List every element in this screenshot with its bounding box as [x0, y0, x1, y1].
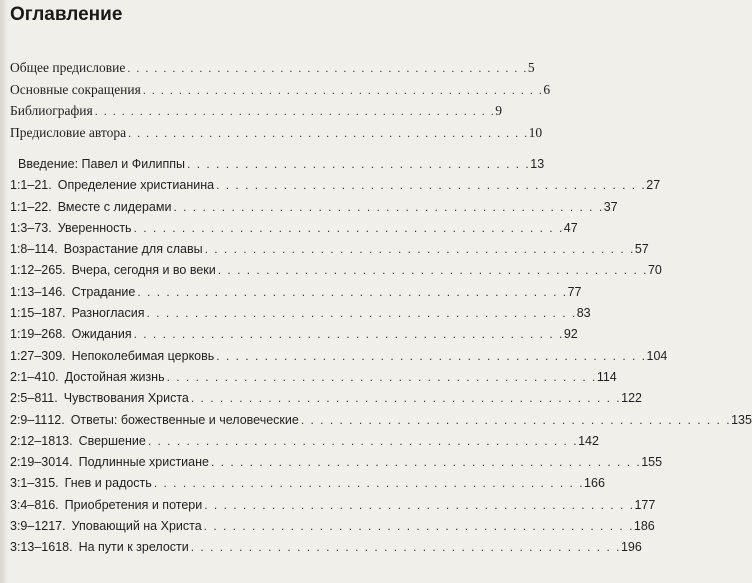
chapter-page: 92 [563, 327, 578, 342]
entry-label: Основные сокращения [10, 81, 141, 97]
introduction-entry [10, 157, 545, 178]
chapter-number: 12. [47, 412, 65, 427]
leader-dots: . . . . . . . . . . . . . . . . . . . . . . . . . . . . . . . . . . . . . . . . . . . . . [137, 284, 568, 299]
scripture-ref: 2:5–8 [10, 391, 42, 406]
chapter-title: Гнев и радость [64, 476, 152, 491]
chapter-number: 2. [41, 199, 52, 214]
chapter-number: 3. [41, 220, 52, 235]
chapter-page: 83 [576, 306, 591, 321]
chapter-page: 142 [578, 433, 599, 448]
chapter-entry [10, 220, 578, 242]
chapter-page: 77 [567, 284, 582, 299]
chapter-page: 104 [646, 348, 668, 363]
chapter-entry [10, 412, 752, 434]
scripture-ref: 1:19–26 [10, 327, 56, 342]
chapter-page: 177 [634, 497, 656, 512]
page-edge-shadow [0, 0, 8, 583]
scripture-ref: 3:1–3 [10, 476, 42, 491]
leader-dots: . . . . . . . . . . . . . . . . . . . . . . . . . . . . . . . . . . . . . . . . . . . . . [133, 327, 564, 342]
chapter-entry [10, 263, 662, 284]
leader-dots: . . . . . . . . . . . . . . . . . . . . . . . . . . . . . . . . . . . . [187, 157, 531, 171]
chapter-page: 70 [647, 263, 662, 278]
page-title: Оглавление [10, 4, 123, 25]
introduction-page: 13 [530, 157, 545, 171]
chapter-title: Приобретения и потери [64, 497, 203, 512]
front-matter-entry [10, 103, 502, 125]
leader-dots: . . . . . . . . . . . . . . . . . . . . . . . . . . . . . . . . . . . . . . . . . . . . . [153, 476, 585, 491]
scripture-ref: 1:1–2 [10, 199, 42, 214]
leader-dots: . . . . . . . . . . . . . . . . . . . . . . . . . . . . . . . . . . . . . . . . . . . . . [173, 199, 604, 214]
chapter-number: 11. [41, 391, 58, 406]
chapter-title: Страдание [71, 284, 136, 299]
scripture-ref: 2:9–11 [10, 412, 48, 427]
chapter-title: Ожидания [71, 327, 132, 342]
leader-dots: . . . . . . . . . . . . . . . . . . . . . . . . . . . . . . . . . . . . . . . . . . . . . [216, 178, 647, 193]
chapter-title: Определение христианина [57, 178, 215, 193]
chapter-entry [10, 327, 578, 348]
chapter-entry [10, 476, 605, 497]
chapter-entry [10, 284, 582, 306]
chapter-title: Достойная жизнь [64, 369, 165, 384]
scripture-ref: 3:4–8 [10, 497, 42, 512]
chapter-title: Уверенность [57, 220, 132, 235]
scripture-ref: 1:1–2 [10, 178, 42, 193]
chapter-number: 15. [41, 476, 59, 491]
chapter-number: 10. [41, 369, 59, 384]
leader-dots: . . . . . . . . . . . . . . . . . . . . . . . . . . . . . . . . . . . . . . . . . . . . . [190, 391, 622, 406]
leader-dots: . . . . . . . . . . . . . . . . . . . . . . . . . . . . . . . . . . . . . . . . . . . . . [300, 412, 732, 427]
chapter-entry [10, 497, 656, 519]
leader-dots: . . . . . . . . . . . . . . . . . . . . . . . . . . . . . . . . . . . . . . . . . . . . . [217, 263, 648, 278]
chapter-title: Непоколебимая церковь [71, 348, 215, 363]
chapter-number: 4. [47, 242, 58, 257]
entry-page: 9 [495, 103, 502, 118]
chapter-number: 7. [55, 306, 66, 321]
leader-dots: . . . . . . . . . . . . . . . . . . . . . . . . . . . . . . . . . . . . . . . . . . . . . [133, 220, 564, 235]
chapter-entry [10, 455, 663, 476]
scripture-ref: 2:19–30 [10, 455, 56, 470]
chapter-number: 1. [41, 178, 52, 193]
leader-dots: . . . . . . . . . . . . . . . . . . . . . . . . . . . . . . . . . . . . . . . . . . . . . [204, 242, 635, 257]
front-matter-entry [10, 124, 543, 147]
chapter-page: 186 [633, 519, 655, 534]
scripture-ref: 3:13–16 [10, 540, 56, 555]
front-matter-entry [10, 60, 535, 82]
scripture-ref: 1:8–11 [10, 242, 48, 257]
chapter-entry [10, 348, 668, 370]
chapter-entry [10, 306, 591, 327]
chapter-entry [10, 178, 661, 199]
chapter-page: 135 [731, 412, 752, 427]
chapter-title: Вчера, сегодня и во веки [71, 263, 216, 278]
scripture-ref: 1:13–14 [10, 284, 56, 299]
chapter-entry [10, 519, 655, 540]
leader-dots: . . . . . . . . . . . . . . . . . . . . . . . . . . . . . . . . . . . . . . . . . . . . . [216, 348, 647, 363]
chapter-title: Уповающий на Христа [71, 519, 202, 534]
entry-label: Библиография [10, 103, 93, 118]
chapter-entry [10, 242, 649, 263]
introduction-label: Введение: Павел и Филиппы [18, 157, 186, 171]
chapter-entry [10, 433, 599, 455]
entry-page: 10 [528, 124, 543, 140]
chapter-entry [10, 540, 642, 561]
leader-dots: . . . . . . . . . . . . . . . . . . . . . . . . . . . . . . . . . . . . . . . . . . . . . [94, 104, 496, 118]
chapter-entry [10, 369, 617, 391]
scripture-ref: 1:3–7 [10, 220, 42, 235]
chapter-number: 5. [55, 263, 66, 278]
chapter-page: 114 [596, 369, 617, 384]
chapter-number: 16. [41, 497, 59, 512]
chapter-entry [10, 199, 618, 221]
chapter-number: 14. [55, 455, 73, 470]
chapters-list [10, 157, 752, 562]
scripture-ref: 2:1–4 [10, 369, 42, 384]
chapter-title: Подлинные христиане [78, 455, 209, 470]
chapter-number: 17. [48, 519, 66, 534]
leader-dots: . . . . . . . . . . . . . . . . . . . . . . . . . . . . . . . . . . . . . . . . . . . . . [190, 540, 621, 555]
chapter-title: Ответы: божественные и человеческие [70, 412, 299, 427]
scripture-ref: 1:27–30 [10, 348, 56, 363]
entry-page: 6 [543, 81, 551, 97]
leader-dots: . . . . . . . . . . . . . . . . . . . . . . . . . . . . . . . . . . . . . . . . . . . . . [204, 497, 635, 512]
leader-dots: . . . . . . . . . . . . . . . . . . . . . . . . . . . . . . . . . . . . . . . . . . . . . [146, 306, 577, 321]
chapter-page: 37 [603, 199, 618, 214]
chapter-entry [10, 391, 642, 412]
scripture-ref: 1:15–18 [10, 306, 56, 321]
leader-dots: . . . . . . . . . . . . . . . . . . . . . . . . . . . . . . . . . . . . . . . . . . . . . [127, 61, 528, 75]
chapter-number: 6. [55, 284, 66, 299]
leader-dots: . . . . . . . . . . . . . . . . . . . . . . . . . . . . . . . . . . . . . . . . . . . . . [203, 519, 634, 534]
entry-label: Общее предисловие [10, 60, 126, 75]
chapter-title: Возрастание для славы [63, 242, 203, 257]
chapter-page: 196 [620, 540, 642, 555]
front-matter-entry [10, 81, 551, 104]
chapter-page: 57 [634, 242, 649, 257]
chapter-page: 122 [621, 391, 642, 406]
leader-dots: . . . . . . . . . . . . . . . . . . . . . . . . . . . . . . . . . . . . . . . . . . . . . [210, 455, 642, 470]
entry-page: 5 [527, 60, 535, 75]
chapter-number: 18. [55, 540, 73, 555]
chapter-number: 9. [55, 348, 66, 363]
chapter-page: 166 [584, 476, 605, 491]
leader-dots: . . . . . . . . . . . . . . . . . . . . . . . . . . . . . . . . . . . . . . . . . . . . . [128, 125, 529, 140]
chapter-number: 8. [55, 327, 66, 342]
chapter-number: 13. [55, 433, 73, 448]
leader-dots: . . . . . . . . . . . . . . . . . . . . . . . . . . . . . . . . . . . . . . . . . . . . . [147, 433, 579, 448]
entry-label: Предисловие автора [10, 124, 127, 140]
scripture-ref: 3:9–12 [10, 519, 49, 534]
chapter-page: 27 [646, 178, 661, 193]
chapter-page: 47 [563, 220, 578, 235]
scripture-ref: 1:12–26 [10, 263, 56, 278]
chapter-title: Свершение [78, 433, 146, 448]
chapter-title: Чувствования Христа [63, 391, 189, 406]
leader-dots: . . . . . . . . . . . . . . . . . . . . . . . . . . . . . . . . . . . . . . . . . . . . . [166, 369, 597, 384]
leader-dots: . . . . . . . . . . . . . . . . . . . . . . . . . . . . . . . . . . . . . . . . . . . . . [142, 82, 544, 97]
scripture-ref: 2:12–18 [10, 433, 56, 448]
front-matter-list [10, 60, 551, 146]
chapter-title: Разногласия [71, 306, 145, 321]
chapter-page: 155 [641, 455, 663, 470]
chapter-title: Вместе с лидерами [57, 199, 172, 214]
chapter-title: На пути к зрелости [78, 540, 189, 555]
